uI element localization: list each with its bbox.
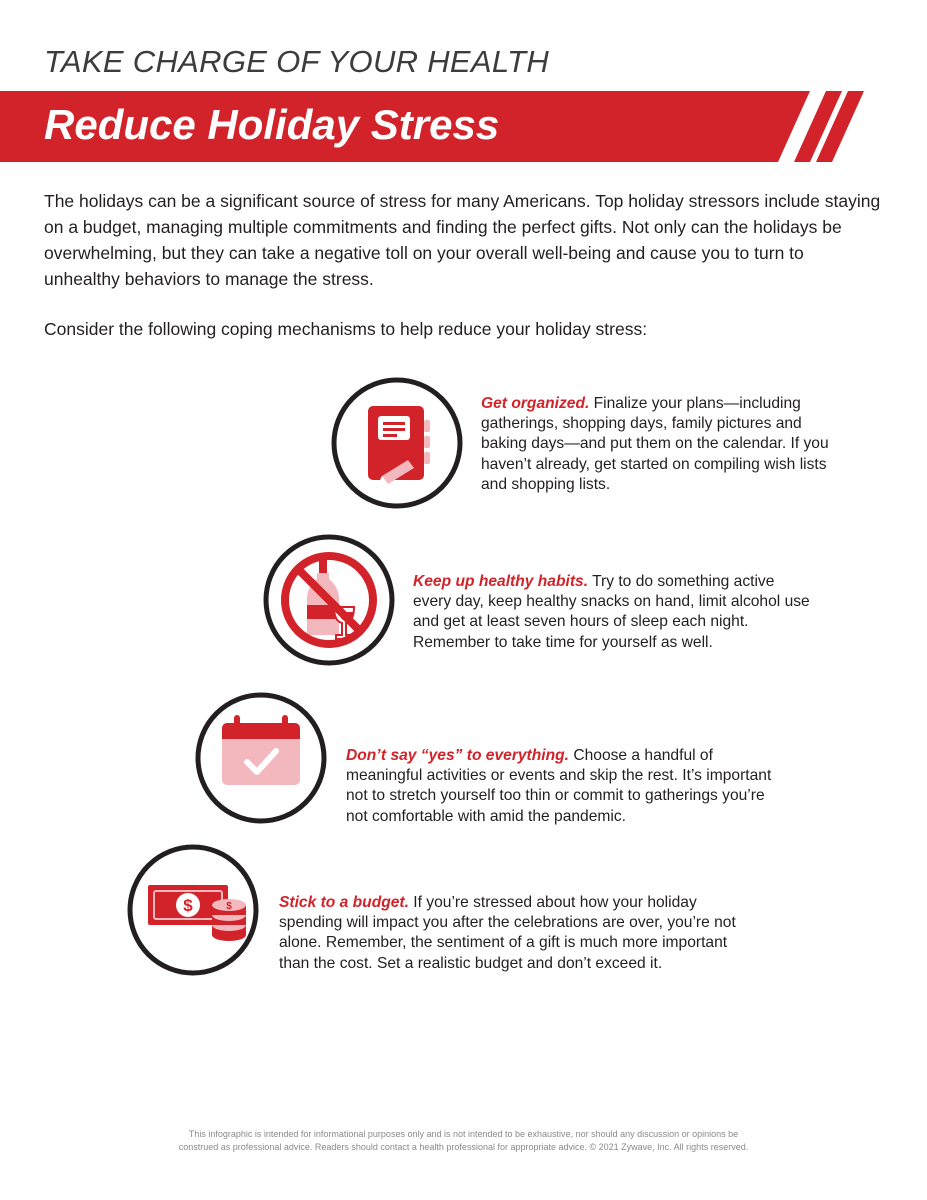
tip-say-yes <box>346 746 786 827</box>
calendar-check-icon <box>194 691 328 825</box>
tip-body: If you’re stressed about how your holiday spending will impact you after the celebrations are over, you’re not alone. Remember, the sentiment of a gift is much more important than the cost. Set a realistic budget and don’t exceed it. <box>279 894 736 972</box>
tip-get-organized <box>481 394 841 495</box>
planner-notebook-icon <box>330 376 464 510</box>
intro-prompt: Consider the following coping mechanisms to help reduce your holiday stress: <box>44 319 648 339</box>
tip-title: Get organized. <box>481 395 590 412</box>
tip-title: Keep up healthy habits. <box>413 573 589 590</box>
tip-title: Don’t say “yes” to everything. <box>346 747 569 764</box>
tip-title: Stick to a budget. <box>279 894 409 911</box>
tip-body: Try to do something active every day, keep healthy snacks on hand, limit alcohol use and get at least seven hours of sleep each night. Remember to take time for yourself as well. <box>413 573 810 651</box>
tip-budget <box>279 893 759 974</box>
svg-text:$: $ <box>226 901 232 912</box>
footer-disclaimer: This infographic is intended for informational purposes only and is not intended to be exhaustive, nor should any discussion or opinions be construed as professional advice. Readers should contact a health professional for appropriate advice. © 2021 Zywave, Inc. All rights reserved. <box>178 1129 749 1152</box>
tip-healthy-habits <box>413 572 813 653</box>
intro-paragraph: The holidays can be a significant source of stress for many Americans. Top holiday stressors include staying on a budget, managing multiple commitments and finding the perfect gifts. Not only can the holidays be overwhelming, but they can take a negative toll on your overall well-being and cause you to turn to unhealthy behaviors to manage the stress. <box>44 191 881 289</box>
tip-body: Choose a handful of meaningful activities or events and skip the rest. It’s important not to stretch yourself too thin or commit to gatherings you’re not comfortable with amid the pandemic. <box>346 747 772 825</box>
money-coins-icon <box>126 843 260 977</box>
tip-body: Finalize your plans—including gatherings, shopping days, family pictures and baking days—and put them on the calendar. If you haven’t already, get started on compiling wish lists and shopping lists. <box>481 395 829 493</box>
no-alcohol-icon <box>262 533 396 667</box>
page-title: Reduce Holiday Stress <box>44 101 500 148</box>
svg-text:$: $ <box>183 896 193 915</box>
header-kicker: TAKE CHARGE OF YOUR HEALTH <box>44 44 550 79</box>
